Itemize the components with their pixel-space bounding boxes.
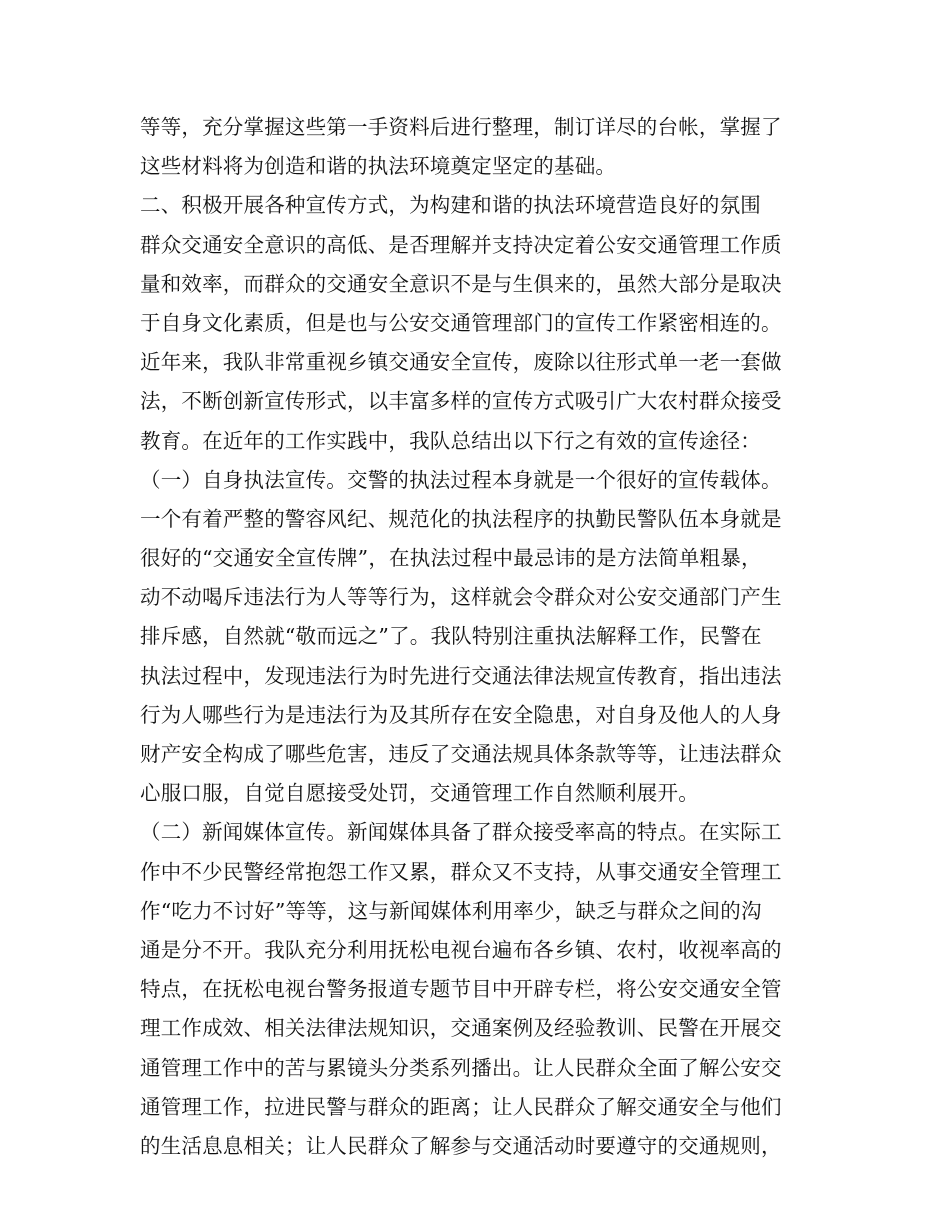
text-line: 群众交通安全意识的高低、是否理解并支持决定着公安交通管理工作质: [140, 232, 782, 257]
subsection-heading: （一）自身执法宣传。交警的执法过程本身就是一个很好的宣传载体。: [140, 467, 782, 492]
text-line: 法，不断创新宣传形式，以丰富多样的宣传方式吸引广大农村群众接受: [140, 389, 782, 414]
text-line: 财产安全构成了哪些危害，违反了交通法规具体条款等等，让违法群众: [140, 742, 782, 766]
text-line: 通是分不开。我队充分利用抚松电视台遍布各乡镇、农村，收视率高的: [140, 937, 782, 962]
text-line: 特点，在抚松电视台警务报道专题节目中开辟专栏，将公安交通安全管: [140, 977, 782, 1002]
text-line: 一个有着严整的警容风纪、规范化的执法程序的执勤民警队伍本身就是: [140, 506, 782, 531]
text-line: 教育。在近年的工作实践中，我队总结出以下行之有效的宣传途径：: [140, 428, 761, 453]
text-line: 于自身文化素质，但是也与公安交通管理部门的宣传工作紧密相连的。: [140, 310, 782, 335]
text-line: 执法过程中，发现违法行为时先进行交通法律法规宣传教育，指出违法: [140, 663, 782, 688]
text-line: 这些材料将为创造和谐的执法环境奠定坚定的基础。: [140, 154, 617, 179]
text-line: 作中不少民警经常抱怨工作又累，群众又不支持，从事交通安全管理工: [140, 859, 782, 884]
text-line: 理工作成效、相关法律法规知识，交通案例及经验教训、民警在开展交: [140, 1016, 782, 1041]
text-line: 通管理工作中的苦与累镜头分类系列播出。让人民群众全面了解公安交: [140, 1055, 782, 1080]
body-text: [140, 108, 820, 1166]
text-line: 行为人哪些行为是违法行为及其所存在安全隐患，对自身及他人的人身: [140, 702, 782, 727]
section-heading: 二、积极开展各种宣传方式，为构建和谐的执法环境营造良好的氛围: [140, 193, 761, 218]
text-line: 心服口服，自觉自愿接受处罚，交通管理工作自然顺利展开。: [140, 781, 699, 806]
text-line: 近年来，我队非常重视乡镇交通安全宣传，废除以往形式单一老一套做: [140, 350, 782, 375]
text-line: 的生活息息相关；让人民群众了解参与交通活动时要遵守的交通规则，: [140, 1133, 782, 1158]
subsection-heading: （二）新闻媒体宣传。新闻媒体具备了群众接受率高的特点。在实际工: [140, 820, 782, 845]
text-line: 排斥感，自然就“敬而远之”了。我队特别注重执法解释工作，民警在: [140, 624, 762, 649]
text-line: 很好的“交通安全宣传牌”，在执法过程中最忌讳的是方法简单粗暴，: [140, 546, 762, 571]
text-line: 动不动喝斥违法行为人等等行为，这样就会令群众对公安交通部门产生: [140, 585, 782, 610]
text-line: 等等，充分掌握这些第一手资料后进行整理，制订详尽的台帐，掌握了: [140, 115, 782, 139]
text-line: 通管理工作，拉进民警与群众的距离；让人民群众了解交通安全与他们: [140, 1094, 782, 1119]
text-line: 作“吃力不讨好”等等，这与新闻媒体利用率少，缺乏与群众之间的沟: [140, 898, 762, 923]
text-line: 量和效率，而群众的交通安全意识不是与生俱来的，虽然大部分是取决: [140, 271, 782, 296]
